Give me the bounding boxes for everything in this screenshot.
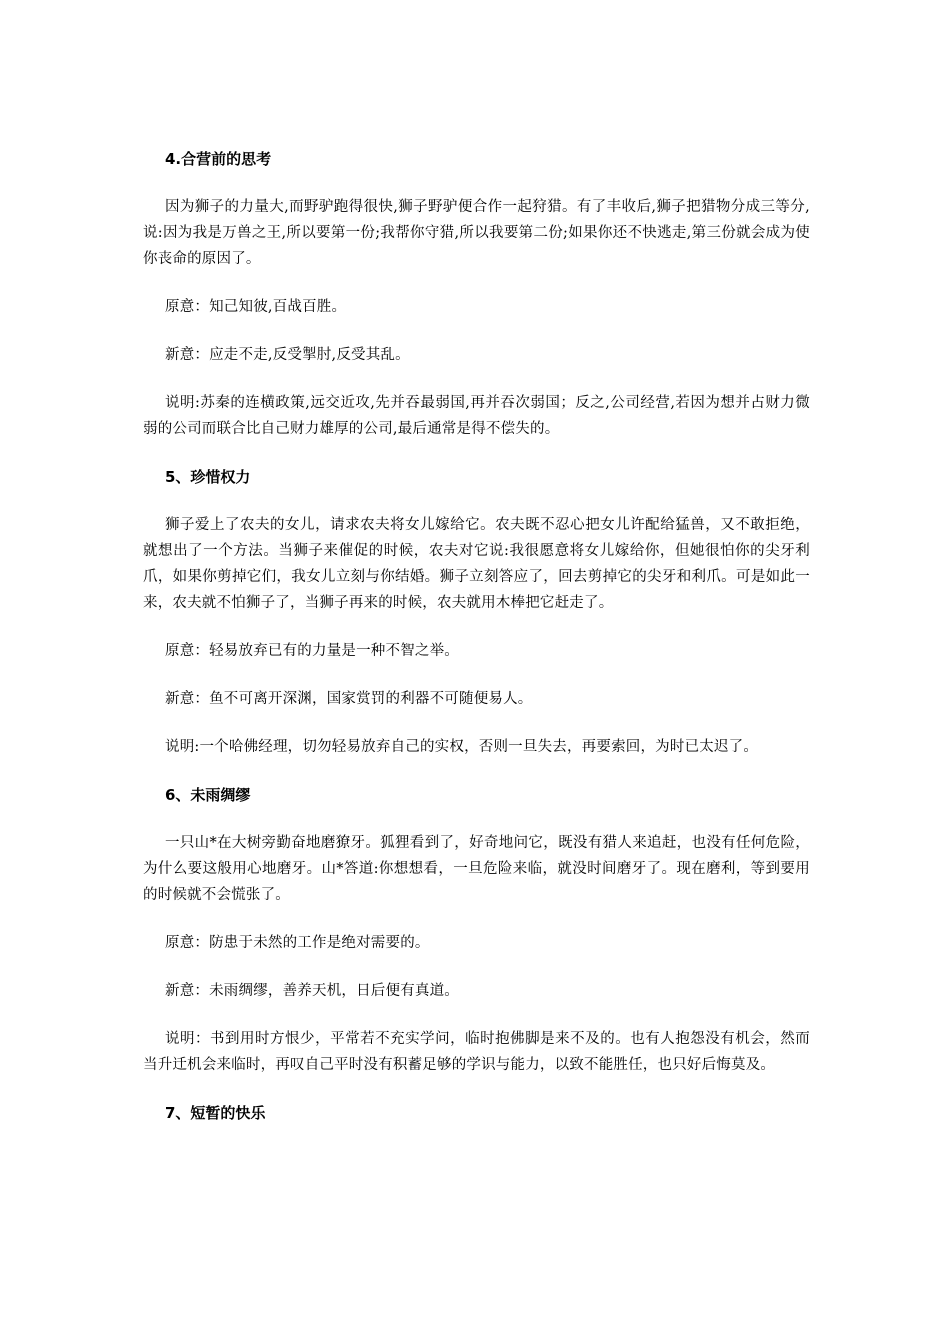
explanation-paragraph: 说明：书到用时方恨少，平常若不充实学问，临时抱佛脚是来不及的。也有人抱怨没有机会，然而当升迁机会来临时，再叹自己平时没有积蓄足够的学识与能力，以致不能胜任，也只好后悔莫及。 — [143, 1031, 810, 1073]
section-heading: 6、未雨绸缪 — [165, 786, 251, 804]
story-paragraph: 因为狮子的力量大,而野驴跑得很快,狮子野驴便合作一起狩猎。有了丰收后,狮子把猎物分成三等分,说:因为我是万兽之王,所以要第一份;我帮你守猎,所以我要第二份;如果你还不快逃走,第三份就会成为使你丧命的原因了。 — [143, 199, 810, 267]
original-meaning: 原意：知己知彼,百战百胜。 — [165, 299, 347, 315]
section-heading: 4.合营前的思考 — [165, 150, 272, 168]
new-meaning: 新意：未雨绸缪，善养天机，日后便有真道。 — [165, 983, 459, 999]
explanation-paragraph: 说明:苏秦的连横政策,远交近攻,先并吞最弱国,再并吞次弱国；反之,公司经营,若因为想并占财力微弱的公司而联合比自己财力雄厚的公司,最后通常是得不偿失的。 — [143, 395, 810, 437]
story-paragraph: 狮子爱上了农夫的女儿，请求农夫将女儿嫁给它。农夫既不忍心把女儿许配给猛兽，又不敢拒绝，就想出了一个方法。当狮子来催促的时候，农夫对它说:我很愿意将女儿嫁给你，但她很怕你的尖牙利爪，如果你剪掉它们，我女儿立刻与你结婚。狮子立刻答应了，回去剪掉它的尖牙和利爪。可是如此一来，农夫就不怕狮子了，当狮子再来的时候，农夫就用木棒把它赶走了。 — [143, 517, 810, 611]
original-meaning: 原意：防患于未然的工作是绝对需要的。 — [165, 935, 430, 951]
section-heading: 7、短暂的快乐 — [165, 1104, 266, 1122]
new-meaning: 新意：应走不走,反受掣肘,反受其乱。 — [165, 347, 410, 363]
new-meaning: 新意：鱼不可离开深渊，国家赏罚的利器不可随便易人。 — [165, 691, 533, 707]
story-paragraph: 一只山*在大树旁勤奋地磨獠牙。狐狸看到了，好奇地问它，既没有猎人来追赶，也没有任何危险，为什么要这般用心地磨牙。山*答道:你想想看，一旦危险来临，就没时间磨牙了。现在磨利，等到要用的时候就不会慌张了。 — [143, 835, 810, 903]
section-heading: 5、珍惜权力 — [165, 468, 251, 486]
document-body — [143, 146, 810, 1148]
explanation-paragraph: 说明:一个哈佛经理，切勿轻易放弃自己的实权，否则一旦失去，再要索回，为时已太迟了。 — [165, 739, 759, 755]
original-meaning: 原意：轻易放弃已有的力量是一种不智之举。 — [165, 643, 459, 659]
